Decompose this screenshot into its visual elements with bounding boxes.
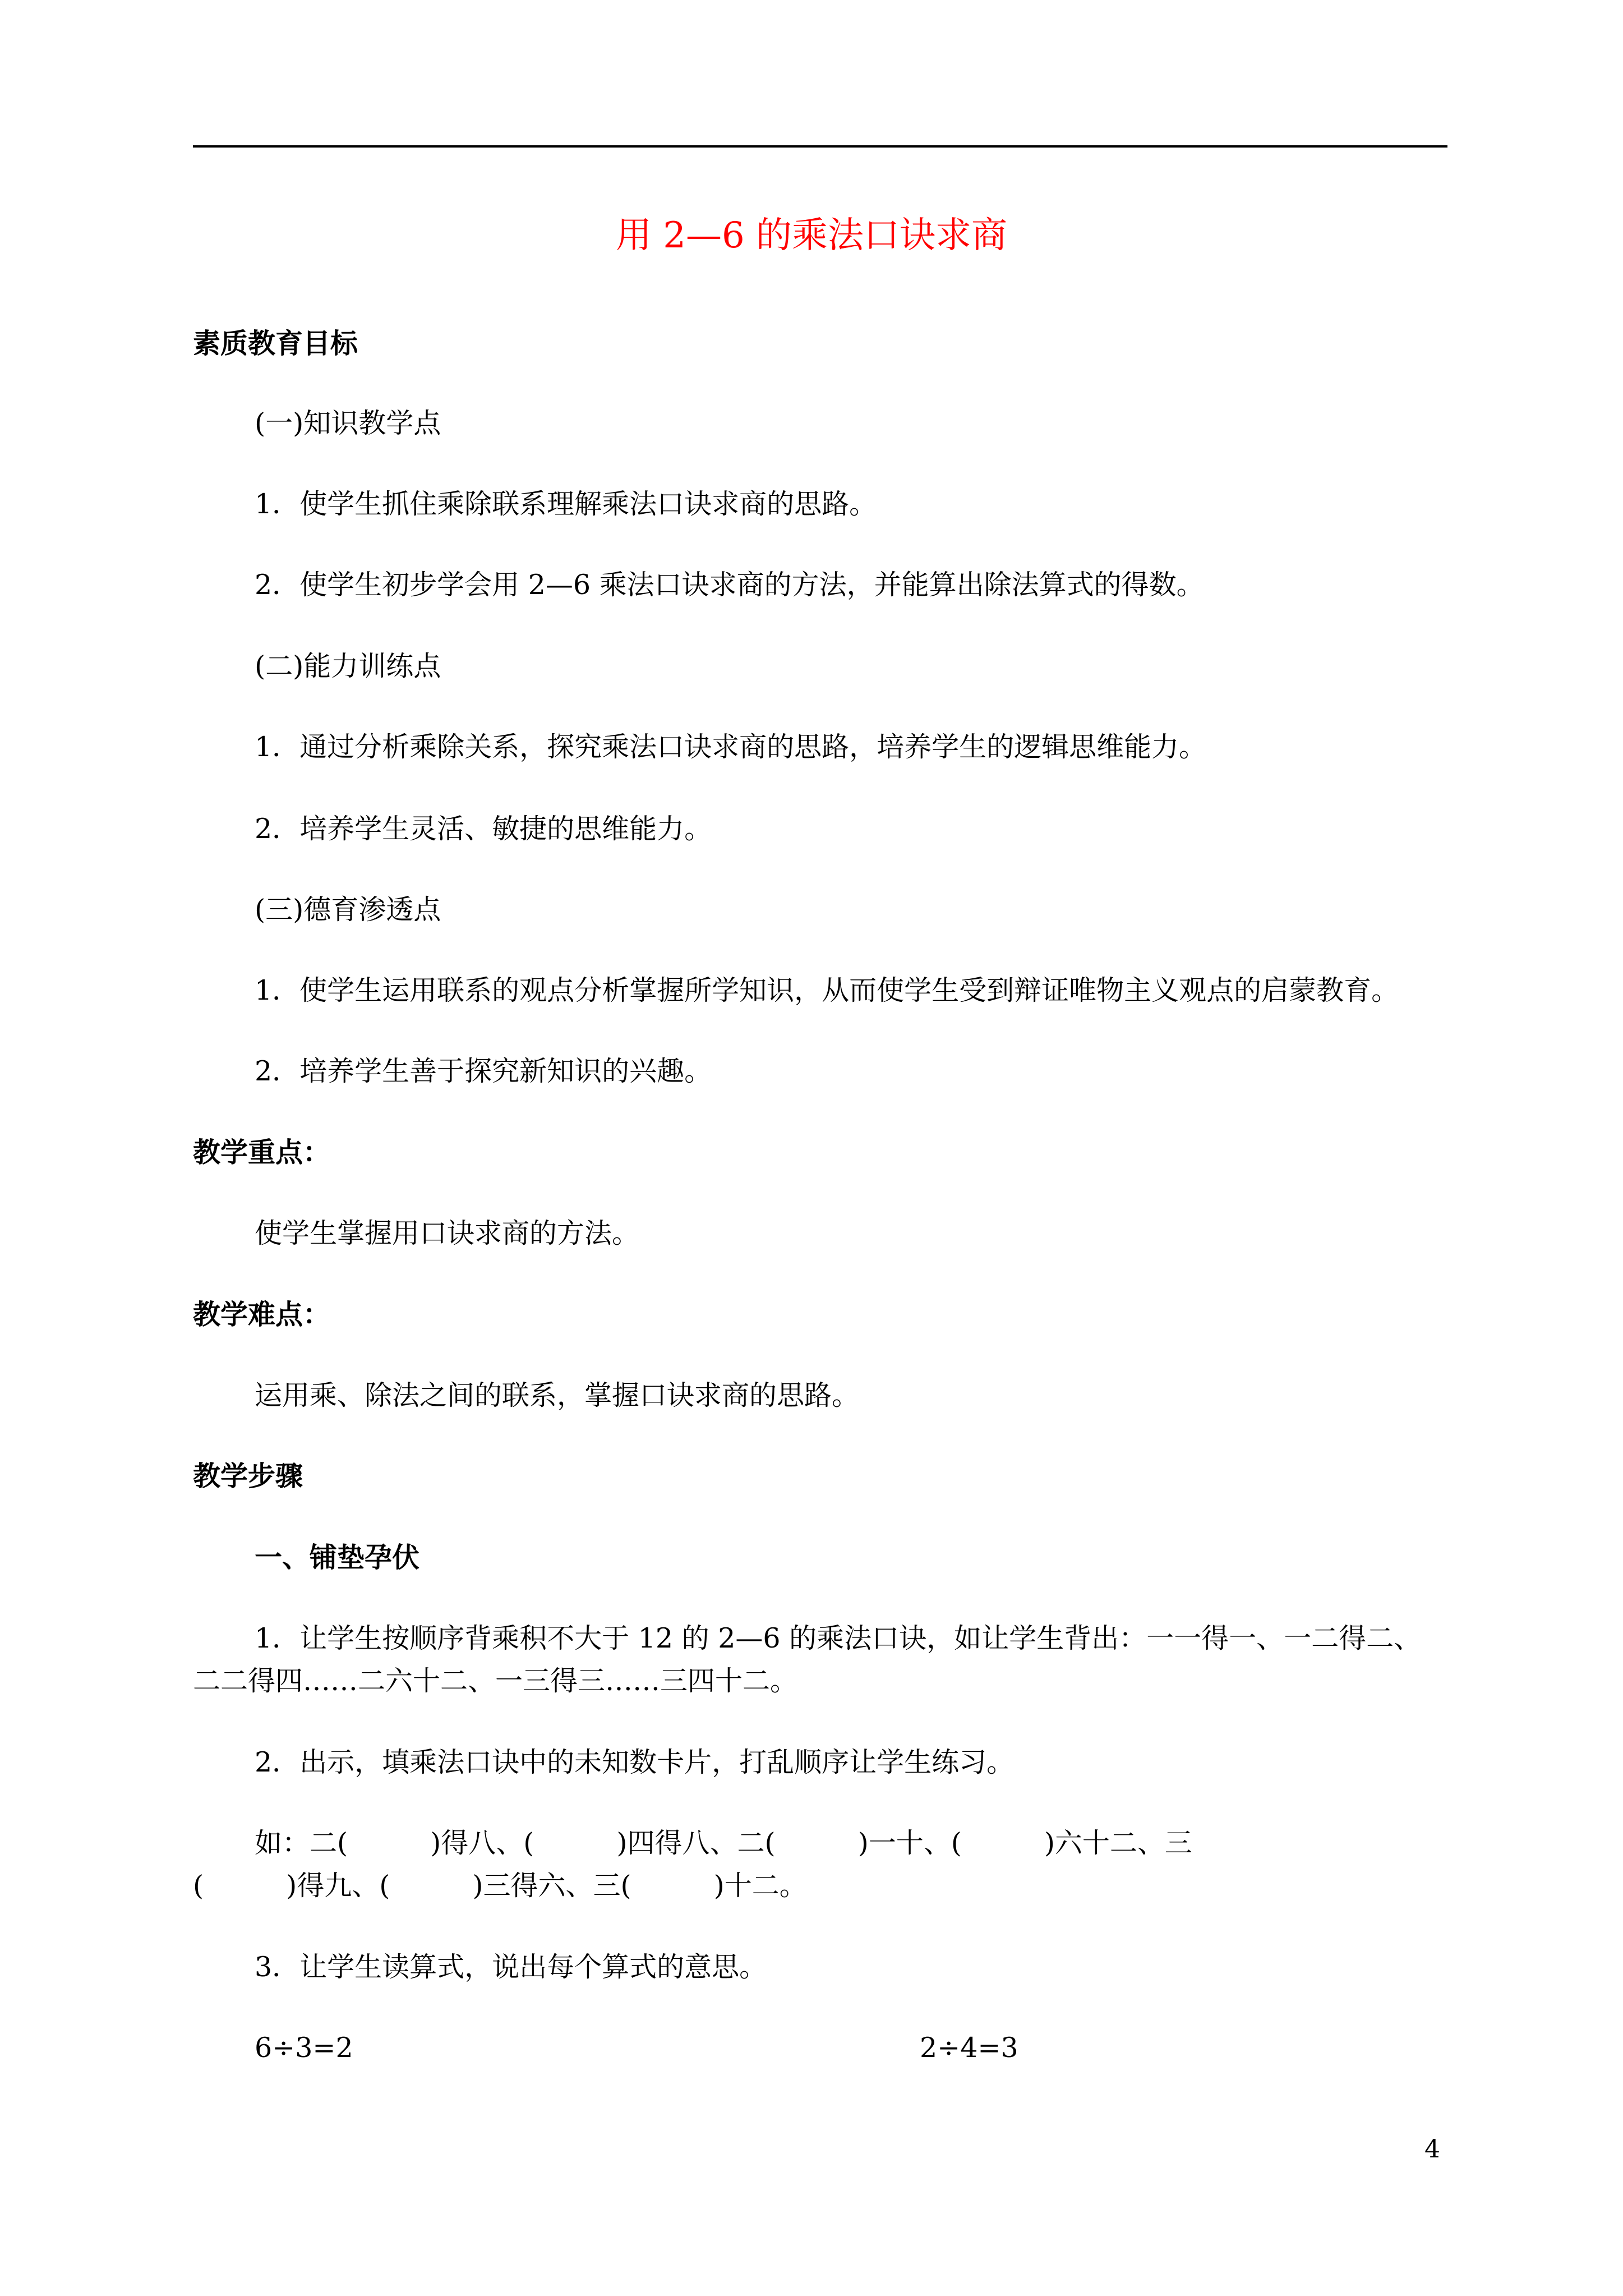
moral-heading: (三)德育渗透点	[255, 894, 441, 926]
formula-2: 2÷4=3	[920, 2032, 1018, 2064]
goals-heading: 素质教育目标	[193, 327, 358, 360]
difficulty-heading: 教学难点：	[193, 1298, 331, 1331]
step1-item1-line1: 1．让学生按顺序背乘积不大于 12 的 2—6 的乘法口诀，如让学生背出：一一得一、一二得二、	[255, 1622, 1422, 1654]
page-number: 4	[1424, 2135, 1440, 2164]
page-title: 用 2—6 的乘法口诀求商	[615, 215, 1008, 256]
ability-item-1: 1．通过分析乘除关系，探究乘法口诀求商的思路，培养学生的逻辑思维能力。	[255, 731, 1207, 763]
difficulty-text: 运用乘、除法之间的联系，掌握口诀求商的思路。	[255, 1379, 860, 1411]
key-heading: 教学重点：	[193, 1136, 331, 1168]
key-text: 使学生掌握用口诀求商的方法。	[255, 1217, 640, 1249]
example-line2: ( )得九、( )三得六、三( )十二。	[193, 1870, 807, 1902]
example-line1: 如：二( )得八、( )四得八、二( )一十、( )六十二、三	[255, 1827, 1192, 1859]
moral-item-2: 2．培养学生善于探究新知识的兴趣。	[255, 1055, 712, 1087]
header-rule	[193, 145, 1447, 148]
step1-item2: 2．出示，填乘法口诀中的未知数卡片，打乱顺序让学生练习。	[255, 1746, 1015, 1778]
knowledge-item-2: 2．使学生初步学会用 2—6 乘法口诀求商的方法，并能算出除法算式的得数。	[255, 569, 1204, 601]
step1-heading: 一、铺垫孕伏	[255, 1541, 420, 1573]
ability-heading: (二)能力训练点	[255, 650, 441, 682]
knowledge-heading: (一)知识教学点	[255, 407, 441, 439]
moral-item-1: 1．使学生运用联系的观点分析掌握所学知识，从而使学生受到辩证唯物主义观点的启蒙教育。	[255, 974, 1399, 1006]
step1-item1-line2: 二二得四……二六十二、一三得三……三四十二。	[193, 1665, 798, 1697]
ability-item-2: 2．培养学生灵活、敏捷的思维能力。	[255, 813, 712, 845]
formula-1: 6÷3=2	[255, 2032, 353, 2064]
steps-heading: 教学步骤	[193, 1460, 303, 1492]
knowledge-item-1: 1．使学生抓住乘除联系理解乘法口诀求商的思路。	[255, 488, 877, 520]
step1-item3: 3．让学生读算式，说出每个算式的意思。	[255, 1951, 767, 1983]
